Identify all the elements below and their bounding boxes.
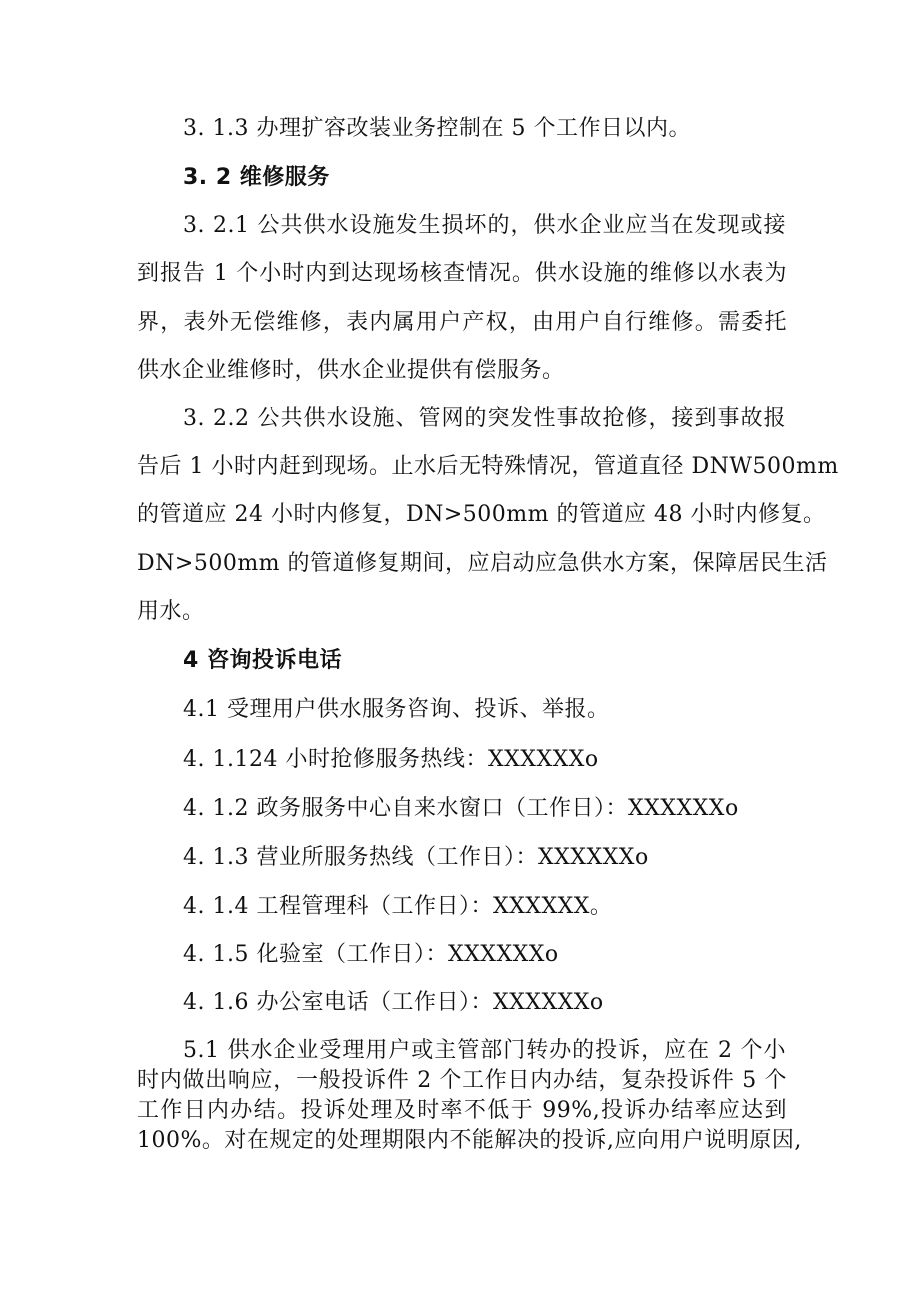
para-5-1-line-3: 工作日内办结。投诉处理及时率不低于 99%,投诉办结率应达到 [137,1098,787,1123]
para-5-1-line-1: 5.1 供水企业受理用户或主管部门转办的投诉，应在 2 个小 [183,1038,786,1063]
para-3-2-2-line-3: 的管道应 24 小时内修复，DN>500mm 的管道应 48 小时内修复。 [137,502,826,527]
item-4-1-1: 4. 1.124 小时抢修服务热线：XXXXXXo [183,747,599,772]
para-3-2-2-line-5: 用水。 [137,599,205,624]
heading-4: 4 咨询投诉电话 [183,648,342,673]
para-3-2-1-line-3: 界，表外无偿维修，表内属用户产权，由用户自行维修。需委托 [137,310,787,335]
para-3-2-1-line-4: 供水企业维修时，供水企业提供有偿服务。 [137,358,565,383]
para-5-1-line-2: 时内做出响应，一般投诉件 2 个工作日内办结，复杂投诉件 5 个 [137,1068,787,1093]
para-5-1-line-4: 100%。对在规定的处理期限内不能解决的投诉,应向用户说明原因, [137,1128,802,1153]
item-3-1-3: 3. 1.3 办理扩容改装业务控制在 5 个工作日以内。 [183,116,691,141]
para-3-2-2-line-1: 3. 2.2 公共供水设施、管网的突发性事故抢修，接到事故报 [183,406,786,431]
para-3-2-1-line-1: 3. 2.1 公共供水设施发生损坏的，供水企业应当在发现或接 [183,213,786,238]
para-3-2-2-line-2: 告后 1 小时内赶到现场。止水后无特殊情况，管道直径 DNW500mm [137,454,839,479]
heading-3-2: 3. 2 维修服务 [183,165,330,190]
para-3-2-2-line-4: DN>500mm 的管道修复期间，应启动应急供水方案，保障居民生活 [137,551,828,576]
item-4-1-6: 4. 1.6 办公室电话（工作日）：XXXXXXo [183,990,604,1015]
item-4-1-2: 4. 1.2 政务服务中心自来水窗口（工作日）：XXXXXXo [183,796,739,821]
item-4-1-5: 4. 1.5 化验室（工作日）：XXXXXXo [183,942,559,967]
item-4-1-3: 4. 1.3 营业所服务热线（工作日）：XXXXXXo [183,845,649,870]
item-4-1: 4.1 受理用户供水服务咨询、投诉、举报。 [183,697,610,722]
para-3-2-1-line-2: 到报告 1 个小时内到达现场核查情况。供水设施的维修以水表为 [137,261,787,286]
item-4-1-4: 4. 1.4 工程管理科（工作日）：XXXXXX。 [183,894,613,919]
